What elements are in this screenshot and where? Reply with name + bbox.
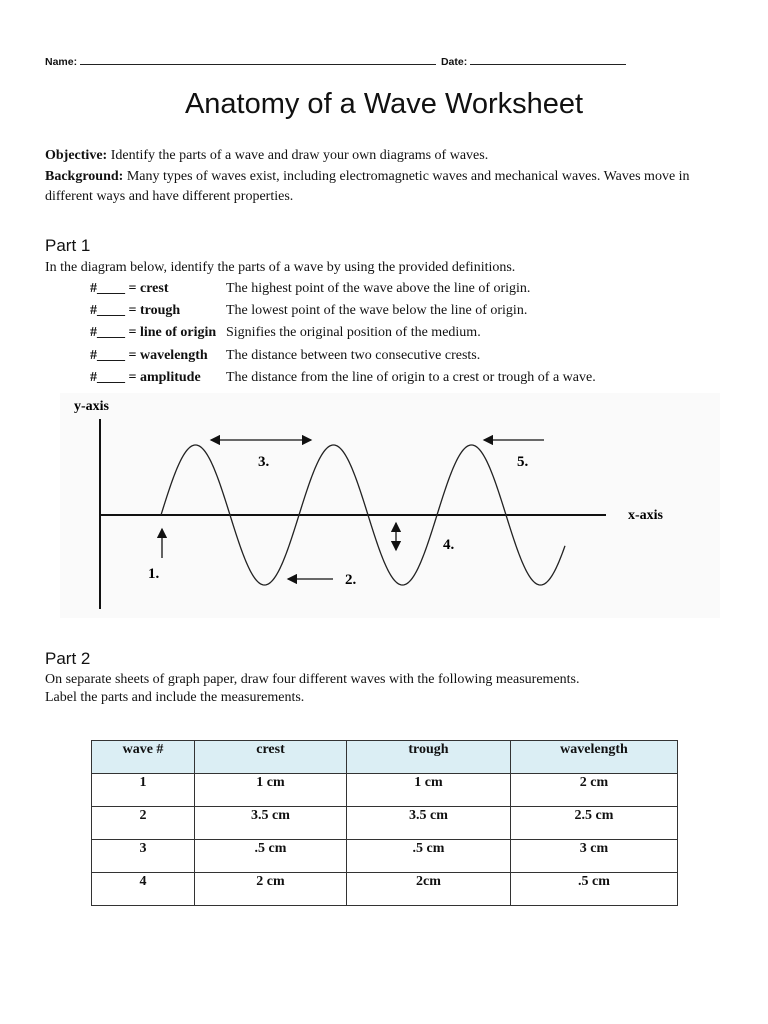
definition-item — [90, 300, 596, 322]
page-title: Anatomy of a Wave Worksheet — [184, 88, 584, 120]
definition-text: The distance from the line of origin to a crest or trough of a wave. — [226, 369, 596, 385]
definition-item — [90, 367, 596, 389]
table-cell: .5 cm — [195, 840, 347, 873]
objective-paragraph — [45, 146, 705, 166]
definition-list — [90, 278, 596, 389]
definition-text: Signifies the original position of the medium. — [226, 325, 481, 341]
measurements-table — [91, 740, 678, 906]
background-paragraph — [45, 167, 705, 206]
part1-heading: Part 1 — [45, 236, 91, 255]
table-cell: 1 cm — [195, 774, 347, 807]
table-header-row — [92, 741, 678, 774]
part1-instructions: In the diagram below, identify the parts of a wave by using the provided definitions. — [45, 260, 516, 275]
date-blank[interactable] — [470, 55, 626, 65]
table-row — [92, 774, 678, 807]
definition-term: #____ = amplitude — [90, 369, 201, 385]
table-cell: .5 cm — [347, 840, 511, 873]
background-label: Background: — [45, 169, 124, 184]
table-row — [92, 807, 678, 840]
date-label: Date: — [440, 56, 468, 68]
table-cell: 4 — [92, 873, 195, 906]
name-blank[interactable] — [80, 55, 436, 65]
label-1: 1. — [148, 566, 160, 582]
table-cell: 2 cm — [195, 873, 347, 906]
y-axis-label: y-axis — [74, 399, 109, 414]
table-cell: 1 cm — [347, 774, 511, 807]
table-cell: 3 cm — [511, 840, 678, 873]
table-cell: 3.5 cm — [195, 807, 347, 840]
table-cell: 2.5 cm — [511, 807, 678, 840]
definition-item — [90, 322, 596, 344]
column-header: wave # — [92, 741, 195, 774]
table-row — [92, 840, 678, 873]
column-header: wavelength — [511, 741, 678, 774]
definition-text: The highest point of the wave above the line of origin. — [226, 281, 531, 296]
diagram-background — [60, 393, 720, 618]
background-text: Many types of waves exist, including electromagnetic waves and mechanical waves. Waves move in different ways and have different properties. — [45, 169, 690, 204]
label-5: 5. — [517, 454, 529, 470]
table-cell: 2cm — [347, 873, 511, 906]
table-cell: 3 — [92, 840, 195, 873]
objective-label: Objective: — [45, 148, 108, 163]
label-4: 4. — [443, 537, 455, 553]
table-cell: 2 cm — [511, 774, 678, 807]
definition-item — [90, 278, 596, 300]
definition-term: #____ = crest — [90, 281, 169, 296]
objective-text: Identify the parts of a wave and draw your own diagrams of waves. — [110, 148, 489, 163]
table-row — [92, 873, 678, 906]
definition-text: The distance between two consecutive crests. — [226, 347, 481, 363]
definition-item — [90, 345, 596, 367]
label-2: 2. — [345, 572, 357, 588]
column-header: crest — [195, 741, 347, 774]
wave-diagram — [60, 393, 720, 618]
part2-instructions-2: Label the parts and include the measurements. — [45, 690, 305, 705]
part2-heading: Part 2 — [45, 649, 91, 668]
table-cell: 3.5 cm — [347, 807, 511, 840]
part2-instructions-1: On separate sheets of graph paper, draw four different waves with the following measurements. — [45, 672, 580, 687]
definition-term: #____ = trough — [90, 303, 181, 319]
name-label: Name: — [45, 56, 78, 68]
x-axis-label: x-axis — [628, 508, 663, 523]
table-cell: 1 — [92, 774, 195, 807]
definition-term: #____ = wavelength — [90, 347, 208, 363]
definition-text: The lowest point of the wave below the line of origin. — [226, 303, 528, 319]
name-date-line — [45, 55, 626, 68]
column-header: trough — [347, 741, 511, 774]
table-cell: 2 — [92, 807, 195, 840]
label-3: 3. — [258, 454, 270, 470]
definition-term: #____ = line of origin — [90, 325, 217, 341]
table-cell: .5 cm — [511, 873, 678, 906]
